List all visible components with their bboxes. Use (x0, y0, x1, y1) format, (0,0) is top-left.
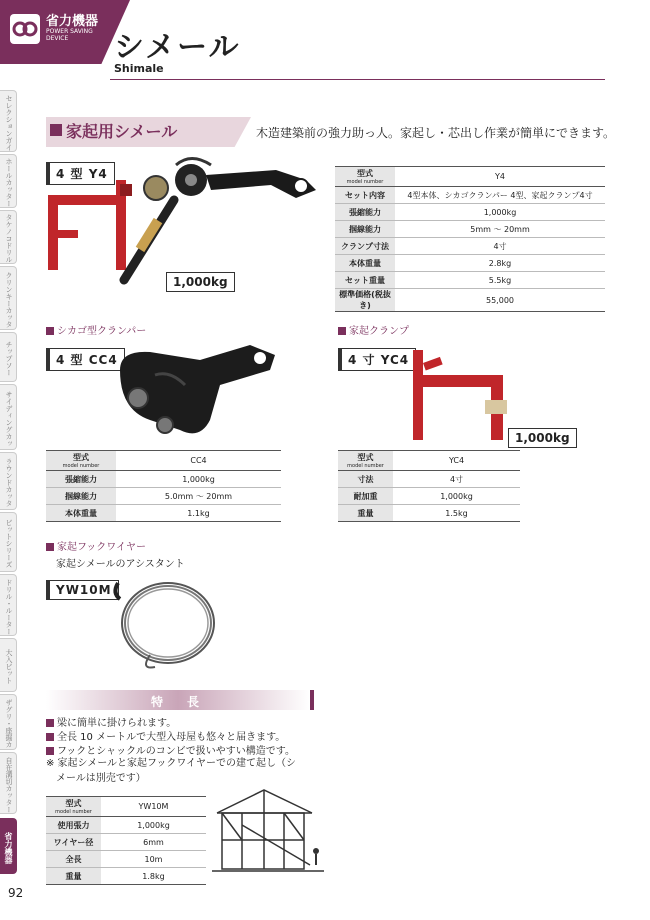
table-row: 寸法 4寸 (338, 471, 520, 488)
table-row: 標準価格(税抜き) 55,000 (335, 289, 605, 312)
side-tab-zaguri-cutter[interactable]: ザグリ・座掘カ (0, 694, 17, 750)
yw10m-heading: 家起フックワイヤー (46, 538, 146, 553)
side-tab-groove-cutter[interactable]: 自在溝切カッター (0, 752, 17, 814)
side-tab-power-saving[interactable]: 省力機器 (0, 818, 17, 874)
heading-marker-icon (46, 543, 54, 551)
y4-model-tag: 4 型 Y4 (46, 162, 115, 185)
feature-item: 梁に簡単に掛けられます。 (46, 714, 176, 729)
cc4-heading: シカゴ型クランパー (46, 322, 146, 337)
heading-marker-icon (338, 327, 346, 335)
category-english: POWER SAVING DEVICE (46, 28, 93, 42)
table-row: ワイヤー径 6mm (46, 834, 206, 851)
side-tab-selection-guide[interactable]: セレクションガイ (0, 90, 17, 152)
table-row: 重量 1.5kg (338, 505, 520, 522)
side-tab-round-cutter[interactable]: ラウンドカッタ (0, 452, 17, 510)
features-banner (46, 690, 314, 710)
side-tab-takenoko-drill[interactable]: タケノコドリル (0, 210, 17, 264)
yw10m-wire-image (110, 575, 220, 675)
table-row: クランプ寸法 4寸 (335, 238, 605, 255)
table-row: 張縮能力 1,000kg (335, 204, 605, 221)
table-row: 使用張力 1,000kg (46, 817, 206, 834)
power-saving-logo-icon (10, 14, 40, 44)
yc4-spec-table: 型式 model number YC4 寸法 4寸 耐加重 1,000kg 重量 1.5kg (338, 450, 520, 522)
features-title: 特 長 (150, 695, 205, 709)
table-row: 耐加重 1,000kg (338, 488, 520, 505)
yc4-model-tag: 4 寸 YC4 (338, 348, 416, 371)
bullet-icon (46, 719, 54, 727)
bullet-icon (46, 733, 54, 741)
table-row: 張縮能力 1,000kg (46, 471, 281, 488)
side-tab-clinky-cutter[interactable]: クリンキーカッタ (0, 266, 17, 330)
table-row: 重量 1.8kg (46, 868, 206, 885)
y4-capacity-label: 1,000kg (166, 272, 235, 292)
page-subtitle: Shimale (114, 62, 164, 75)
yc4-clamp-image (405, 345, 515, 445)
category-title: 省力機器 (46, 14, 99, 29)
feature-item: フックとシャックルのコンビで扱いやすい構造です。 (46, 742, 295, 757)
table-row: 本体重量 2.8kg (335, 255, 605, 272)
side-tab-hole-cutter[interactable]: ホールカッター (0, 154, 17, 208)
table-row: セット重量 5.5kg (335, 272, 605, 289)
y4-spec-table: 型式 model number Y4 セット内容 4型本体、シカゴクランパー 4型、家起クランプ4寸 張縮能力 1,000kg 掴線能力 5mm ～ 20mm クランプ寸法 4寸 本体重量 2.8kg セット重量 5.5kg 標準価格(税抜き) 55,000 (335, 166, 605, 312)
table-row: 全長 10m (46, 851, 206, 868)
table-row: セット内容 4型本体、シカゴクランパー 4型、家起クランプ4寸 (335, 187, 605, 204)
house-framing-illustration (212, 785, 327, 875)
table-row: 掴線能力 5mm ～ 20mm (335, 221, 605, 238)
features-note: ※ 家起シメールと家起フックワイヤーでの建て起し（シ メールは別売です） (46, 758, 297, 784)
section-description: 木造建築前の強力助っ人。家起し・芯出し作業が簡単にできます。 (256, 126, 616, 140)
side-tab-siding-cutter[interactable]: サイディングカッ (0, 384, 17, 450)
y4-shimale-image (46, 150, 326, 290)
table-row: 掴線能力 5.0mm ～ 20mm (46, 488, 281, 505)
page-number: 92 (8, 886, 24, 900)
cc4-spec-table: 型式 model number CC4 張縮能力 1,000kg 掴線能力 5.0mm ～ 20mm 本体重量 1.1kg (46, 450, 281, 522)
side-tab-chip-saw[interactable]: チップソー (0, 332, 17, 382)
cc4-clamper-image (110, 340, 280, 440)
side-tab-bit-series[interactable]: ビットシリーズ (0, 512, 17, 572)
yw10m-model-tag: YW10M (46, 580, 119, 600)
yc4-heading: 家起クランプ (338, 322, 409, 337)
yc4-capacity-label: 1,000kg (508, 428, 577, 448)
section-marker (50, 124, 62, 136)
heading-marker-icon (46, 327, 54, 335)
feature-item: 全長 10 メートルで大型入母屋も悠々と届きます。 (46, 728, 285, 743)
table-row: 本体重量 1.1kg (46, 505, 281, 522)
cc4-model-tag: 4 型 CC4 (46, 348, 125, 371)
header-divider (110, 79, 605, 80)
page-title: シメール (114, 30, 241, 65)
section-title: 家起用シメール (66, 122, 178, 141)
yw10m-spec-table: 型式 model number YW10M 使用張力 1,000kg ワイヤー径 6mm 全長 10m 重量 1.8kg (46, 796, 206, 885)
yw10m-description: 家起シメールのアシスタント (56, 559, 185, 570)
bullet-icon (46, 747, 54, 755)
side-tab-drill-router-bit[interactable]: ドリル・ルーター (0, 574, 17, 636)
side-tab-oiri-bit[interactable]: 大入ビット (0, 638, 17, 692)
